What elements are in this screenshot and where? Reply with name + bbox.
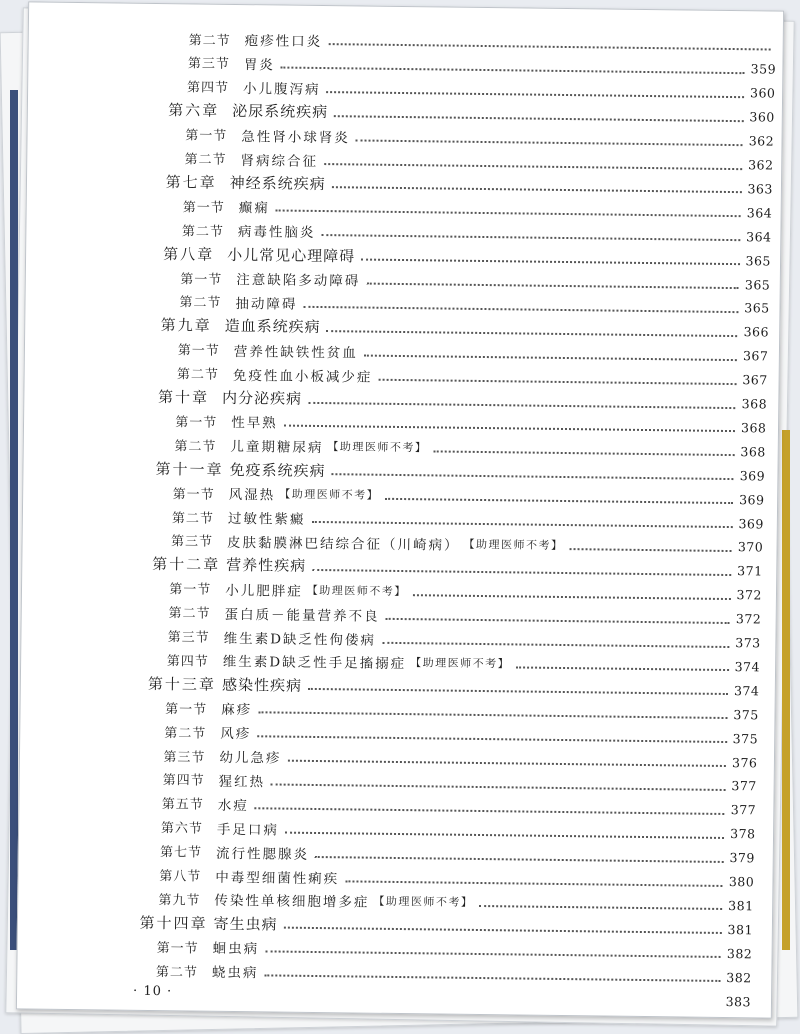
toc-entry-title: 性早熟 [231, 415, 278, 432]
toc-entry-page: 360 [749, 85, 776, 101]
toc-entry-title: 营养性疾病 [226, 556, 307, 576]
toc-entry-number: 第二节 [174, 439, 217, 455]
toc-entry-title: 泌尿系统疾病 [232, 102, 329, 122]
toc-leader-dots [366, 283, 739, 290]
toc-entry-title: 神经系统疾病 [229, 173, 326, 193]
toc-entry-number: 第九章 [160, 316, 212, 335]
toc-leader-dots [281, 66, 745, 74]
toc-leader-dots [311, 521, 732, 528]
toc-leader-dots [516, 667, 729, 672]
toc-entry-title: 风疹 [220, 725, 252, 743]
toc-entry-title: 猩红热 [218, 773, 266, 791]
toc-entry-page: 368 [741, 396, 768, 412]
toc-leader-dots [276, 210, 741, 218]
toc-leader-dots [364, 354, 737, 361]
toc-entry-number: 第十一章 [155, 459, 224, 479]
toc-entry-note: 【助理医师不考】 [410, 656, 511, 671]
toc-leader-dots [328, 43, 770, 50]
toc-entry-title: 儿童期糖尿病 [230, 439, 324, 457]
toc-entry-page: 376 [731, 754, 758, 770]
toc-leader-dots [569, 548, 731, 552]
toc-entry-page: 365 [744, 300, 770, 316]
toc-entry-number: 第十三章 [147, 674, 217, 694]
toc-entry-page: 367 [742, 348, 769, 364]
toc-entry-page: 364 [746, 228, 772, 245]
toc-entry-note: 【助理医师不考】 [327, 440, 428, 455]
toc-entry-title: 寄生虫病 [213, 914, 278, 934]
toc-entry-number: 第二节 [181, 224, 225, 240]
toc-entry-number: 第三节 [187, 56, 230, 73]
toc-entry-number: 第一节 [165, 701, 208, 718]
toc-leader-dots [361, 259, 739, 266]
toc-entry-title: 幼儿急疹 [219, 749, 282, 767]
toc-entry-title: 营养性缺铁性贫血 [233, 343, 358, 362]
toc-leader-dots [315, 856, 723, 863]
toc-entry-page: 374 [733, 682, 760, 699]
toc-entry-number: 第三节 [170, 534, 214, 551]
toc-leader-dots [285, 831, 724, 838]
page-number: · 10 · [133, 983, 173, 1000]
toc-entry-number: 第一节 [172, 486, 215, 503]
toc-leader-dots [385, 498, 733, 504]
toc-entry-note: 【助理医师不考】 [306, 583, 407, 598]
toc-leader-dots [308, 688, 728, 695]
toc-leader-dots [264, 974, 720, 982]
toc-leader-dots [385, 617, 729, 623]
toc-entry-title: 水痘 [217, 797, 249, 814]
toc-entry-title: 蛔虫病 [212, 940, 260, 958]
toc-leader-dots [345, 880, 723, 887]
toc-entry-page: 373 [735, 635, 761, 651]
toc-entry-number: 第一节 [156, 940, 199, 957]
toc-entry-page: 375 [732, 730, 759, 746]
book-page [16, 1, 784, 1018]
toc-entry-page: 367 [742, 372, 768, 388]
toc-entry-number: 第六节 [160, 821, 204, 837]
toc-leader-dots [312, 569, 731, 576]
toc-leader-dots [321, 234, 740, 241]
toc-entry-number: 第九节 [158, 892, 201, 909]
toc-entry-page: 382 [726, 969, 752, 985]
toc-entry-number: 第二节 [184, 152, 227, 168]
toc-entry-page: 365 [744, 276, 771, 293]
toc-entry-page: 372 [736, 587, 763, 603]
toc-entry-number: 第二节 [171, 510, 214, 527]
toc-entry-note: 【助理医师不考】 [279, 487, 380, 502]
toc-leader-dots [303, 306, 738, 313]
toc-entry-page: 366 [743, 324, 770, 340]
toc-entry-title: 免疫系统疾病 [229, 460, 326, 480]
toc-leader-dots [287, 760, 726, 767]
toc-entry-page: 360 [749, 109, 775, 125]
table-of-contents [17, 2, 783, 1017]
toc-entry-page: 369 [739, 467, 766, 484]
toc-entry-note: 【助理医师不考】 [373, 895, 474, 910]
toc-entry-number: 第四节 [162, 773, 205, 790]
toc-entry-note: 【助理医师不考】 [463, 537, 564, 552]
toc-entry-page: 365 [745, 252, 772, 269]
toc-entry-title: 造血系统疾病 [224, 317, 321, 337]
toc-entry-page: 378 [730, 826, 756, 842]
toc-entry-title: 蛲虫病 [211, 964, 259, 982]
toc-entry-number: 第一节 [180, 271, 223, 288]
toc-entry-number: 第五节 [161, 797, 204, 813]
toc-entry-number: 第三节 [163, 749, 206, 766]
toc-entry-page: 362 [748, 157, 774, 173]
toc-entry-title: 疱疹性口炎 [244, 33, 323, 51]
toc-leader-dots [324, 163, 742, 170]
toc-entry-page: 381 [728, 897, 754, 914]
toc-entry-title: 感染性疾病 [221, 675, 303, 695]
toc-entry-number: 第十章 [158, 388, 210, 407]
toc-entry-page: 375 [733, 706, 759, 723]
toc-entry-number: 第二节 [155, 964, 198, 981]
toc-entry-number: 第四节 [186, 80, 230, 97]
toc-entry-number: 第二节 [176, 367, 220, 383]
toc-entry-title: 风湿热 [228, 487, 276, 504]
book-cover-edge [10, 90, 18, 950]
toc-entry-number: 第十二章 [152, 555, 221, 575]
toc-entry-title: 小儿腹泻病 [242, 80, 321, 98]
toc-entry-title: 过敏性紫癜 [227, 510, 306, 528]
toc-entry-number: 第二节 [164, 725, 207, 742]
toc-leader-dots [326, 91, 744, 98]
toc-leader-dots [284, 425, 735, 433]
toc-entry-number: 第八章 [163, 244, 215, 264]
toc-leader-dots [308, 401, 736, 408]
toc-entry-title: 麻疹 [221, 702, 253, 719]
toc-entry-title: 内分泌疾病 [221, 388, 303, 408]
toc-leader-dots [258, 711, 727, 719]
toc-leader-dots [257, 735, 726, 743]
toc-leader-dots [382, 641, 729, 647]
toc-entry-page: 372 [735, 611, 762, 627]
toc-leader-dots [327, 330, 738, 337]
toc-entry-title: 皮肤黏膜淋巴结综合征（川崎病） [226, 534, 460, 554]
toc-entry-page: 368 [740, 420, 767, 436]
toc-entry-title: 注意缺陷多动障碍 [236, 271, 361, 290]
toc-entry-page: 381 [727, 921, 754, 938]
toc-entry-title: 流行性腮腺炎 [215, 845, 310, 863]
toc-entry-number: 第一节 [182, 200, 225, 216]
toc-spacer [211, 995, 726, 1001]
toc-entry-number: 第十四章 [139, 913, 208, 933]
toc-entry-page: 377 [730, 802, 757, 818]
toc-entry-title: 癫痫 [238, 200, 270, 217]
toc-entry-page: 362 [748, 133, 775, 149]
toc-entry-number: 第一节 [175, 415, 218, 431]
toc-leader-dots [413, 594, 731, 600]
toc-entry-number: 第二节 [188, 32, 231, 49]
book-cover-edge-gold [782, 430, 790, 950]
toc-entry-page: 380 [728, 874, 755, 890]
toc-entry-page: 371 [737, 563, 763, 579]
toc-entry-number: 第四节 [166, 654, 209, 670]
toc-entry-title: 小儿常见心理障碍 [227, 245, 356, 266]
toc-leader-dots [265, 951, 721, 959]
toc-entry-title: 维生素D缺乏性佝偻病 [223, 630, 377, 649]
toc-leader-dots [284, 927, 722, 934]
toc-entry-page: 364 [746, 205, 773, 221]
toc-leader-dots [332, 473, 734, 480]
toc-entry-title: 手足口病 [216, 821, 280, 839]
toc-entry-number: 第一节 [169, 582, 212, 598]
toc-entry-page: 377 [731, 778, 757, 794]
toc-entry-number: 第二节 [179, 295, 222, 312]
toc-entry-page: 369 [739, 491, 765, 508]
toc-entry-page: 359 [750, 61, 777, 77]
toc-entry-number: 第三节 [167, 630, 210, 646]
toc-entry-number: 第六章 [168, 101, 220, 120]
toc-leader-dots [433, 451, 734, 457]
toc-entry-page: 363 [747, 181, 773, 197]
toc-entry-title: 免疫性血小板减少症 [232, 367, 373, 386]
toc-entry-title: 胃炎 [243, 56, 275, 74]
toc-entry-title: 病毒性脑炎 [237, 224, 316, 242]
toc-entry-page: 383 [725, 993, 752, 1009]
toc-entry-page: 370 [737, 539, 764, 555]
toc-leader-dots [378, 378, 736, 384]
toc-leader-dots [255, 807, 725, 815]
toc-entry-title: 传染性单核细胞增多症 [214, 893, 370, 912]
toc-entry-title: 蛋白质－能量营养不良 [224, 606, 380, 625]
toc-leader-dots [332, 187, 742, 194]
toc-entry-title: 维生素D缺乏性手足搐搦症 [222, 654, 407, 673]
toc-leader-dots [334, 115, 743, 122]
toc-entry-number: 第七章 [165, 173, 217, 192]
toc-entry-number: 第七节 [160, 845, 203, 861]
toc-entry-title: 中毒型细菌性痢疾 [215, 869, 340, 887]
toc-entry-number: 第二节 [168, 606, 211, 622]
toc-entry-page: 369 [738, 515, 764, 531]
toc-entry-title: 抽动障碍 [235, 295, 298, 313]
toc-entry-page: 368 [740, 443, 766, 460]
toc-entry-number: 第八节 [159, 869, 202, 885]
toc-entry-number: 第一节 [177, 343, 220, 359]
toc-entry-number: 第一节 [185, 128, 228, 144]
toc-entry-page: 374 [734, 658, 761, 675]
toc-entry-page: 379 [729, 850, 755, 866]
toc-entry-title: 肾病综合征 [240, 152, 319, 170]
toc-leader-dots [479, 905, 722, 910]
toc-leader-dots [356, 139, 743, 146]
toc-leader-dots [271, 783, 725, 791]
toc-entry-page: 382 [726, 945, 753, 962]
toc-entry-title: 急性肾小球肾炎 [241, 128, 350, 146]
toc-entry-title: 小儿肥胖症 [225, 582, 303, 600]
